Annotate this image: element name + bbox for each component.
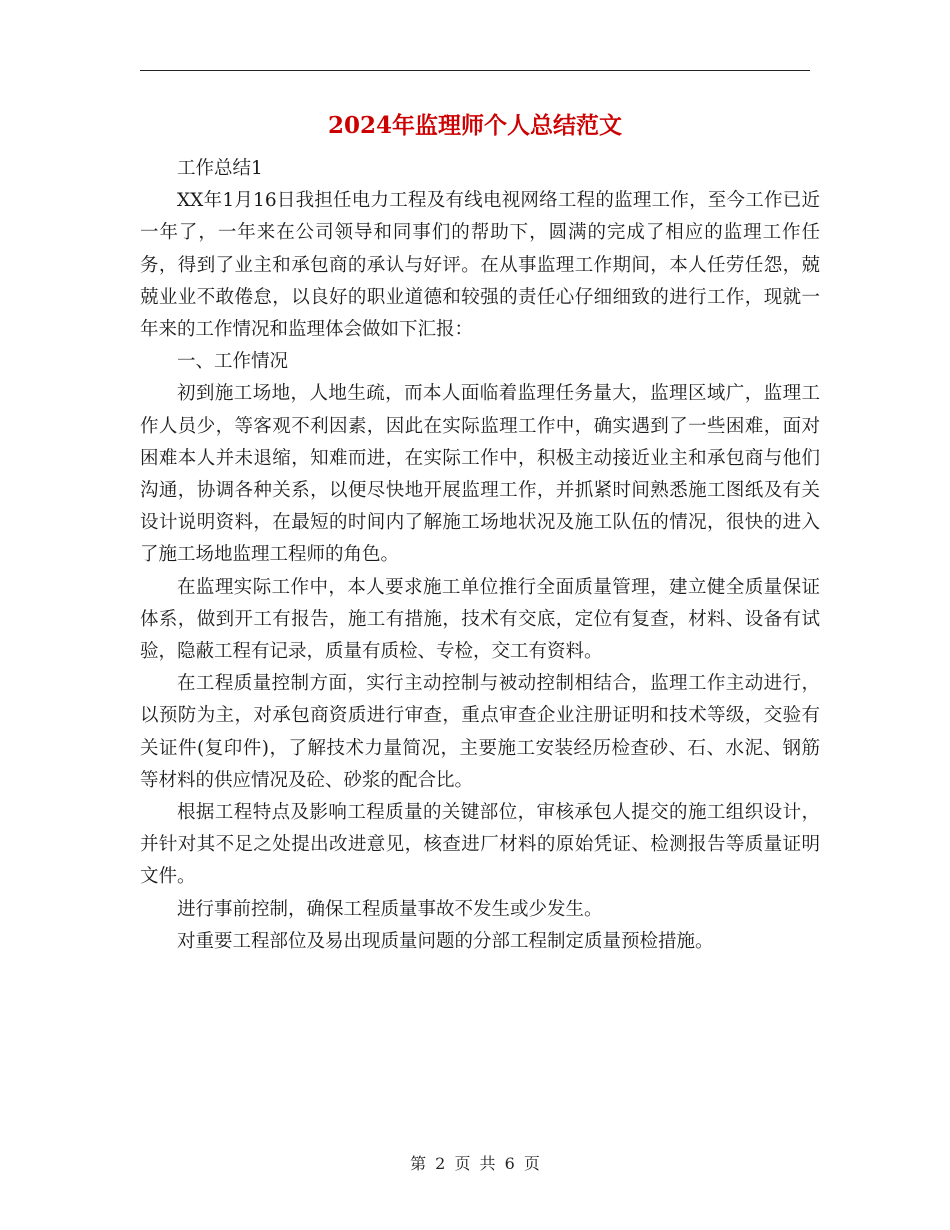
document-body: [140, 153, 820, 958]
section-heading-work-status: 一、工作情况: [177, 351, 289, 373]
document-title: 2024年监理师个人总结范文: [327, 112, 622, 139]
body-paragraph: 在工程质量控制方面，实行主动控制与被动控制相结合，监理工作主动进行，以预防为主，对承包商资质进行审查，重点审查企业注册证明和技术等级，交验有关证件(复印件)，了解技术力量简况，主要施工安装经历检查砂、石、水泥、钢筋等材料的供应情况及砼、砂浆的配合比。: [140, 673, 820, 791]
body-paragraph: 对重要工程部位及易出现质量问题的分部工程制定质量预检措施。: [177, 930, 714, 952]
body-paragraph: XX年1月16日我担任电力工程及有线电视网络工程的监理工作，至今工作已近一年了，一年来在公司领导和同事们的帮助下，圆满的完成了相应的监理工作任务，得到了业主和承包商的承认与好评。在从事监理工作期间，本人任劳任怨，兢兢业业不敢倦怠，以良好的职业道德和较强的责任心仔细细致的进行工作，现就一年来的工作情况和监理体会做如下汇报：: [140, 190, 820, 341]
header-rule: [140, 70, 810, 71]
section-heading-summary: 工作总结1: [177, 158, 263, 179]
body-paragraph: 初到施工场地，人地生疏，而本人面临着监理任务量大，监理区域广，监理工作人员少，等客观不利因素，因此在实际监理工作中，确实遇到了一些困难，面对困难本人并未退缩，知难而进，在实际工作中，积极主动接近业主和承包商与他们沟通，协调各种关系，以便尽快地开展监理工作，并抓紧时间熟悉施工图纸及有关设计说明资料，在最短的时间内了解施工场地状况及施工队伍的情况，很快的进入了施工场地监理工程师的角色。: [140, 383, 820, 566]
body-paragraph: 根据工程特点及影响工程质量的关键部位，审核承包人提交的施工组织设计，并针对其不足之处提出改进意见，核查进厂材料的原始凭证、检测报告等质量证明文件。: [140, 802, 820, 888]
body-paragraph: 进行事前控制，确保工程质量事故不发生或少发生。: [177, 898, 603, 920]
body-paragraph: 在监理实际工作中，本人要求施工单位推行全面质量管理，建立健全质量保证体系，做到开工有报告，施工有措施，技术有交底，定位有复查，材料、设备有试验，隐蔽工程有记录，质量有质检、专检，交工有资料。: [140, 576, 820, 663]
page-number-footer: 第 2 页 共 6 页: [410, 1154, 540, 1173]
